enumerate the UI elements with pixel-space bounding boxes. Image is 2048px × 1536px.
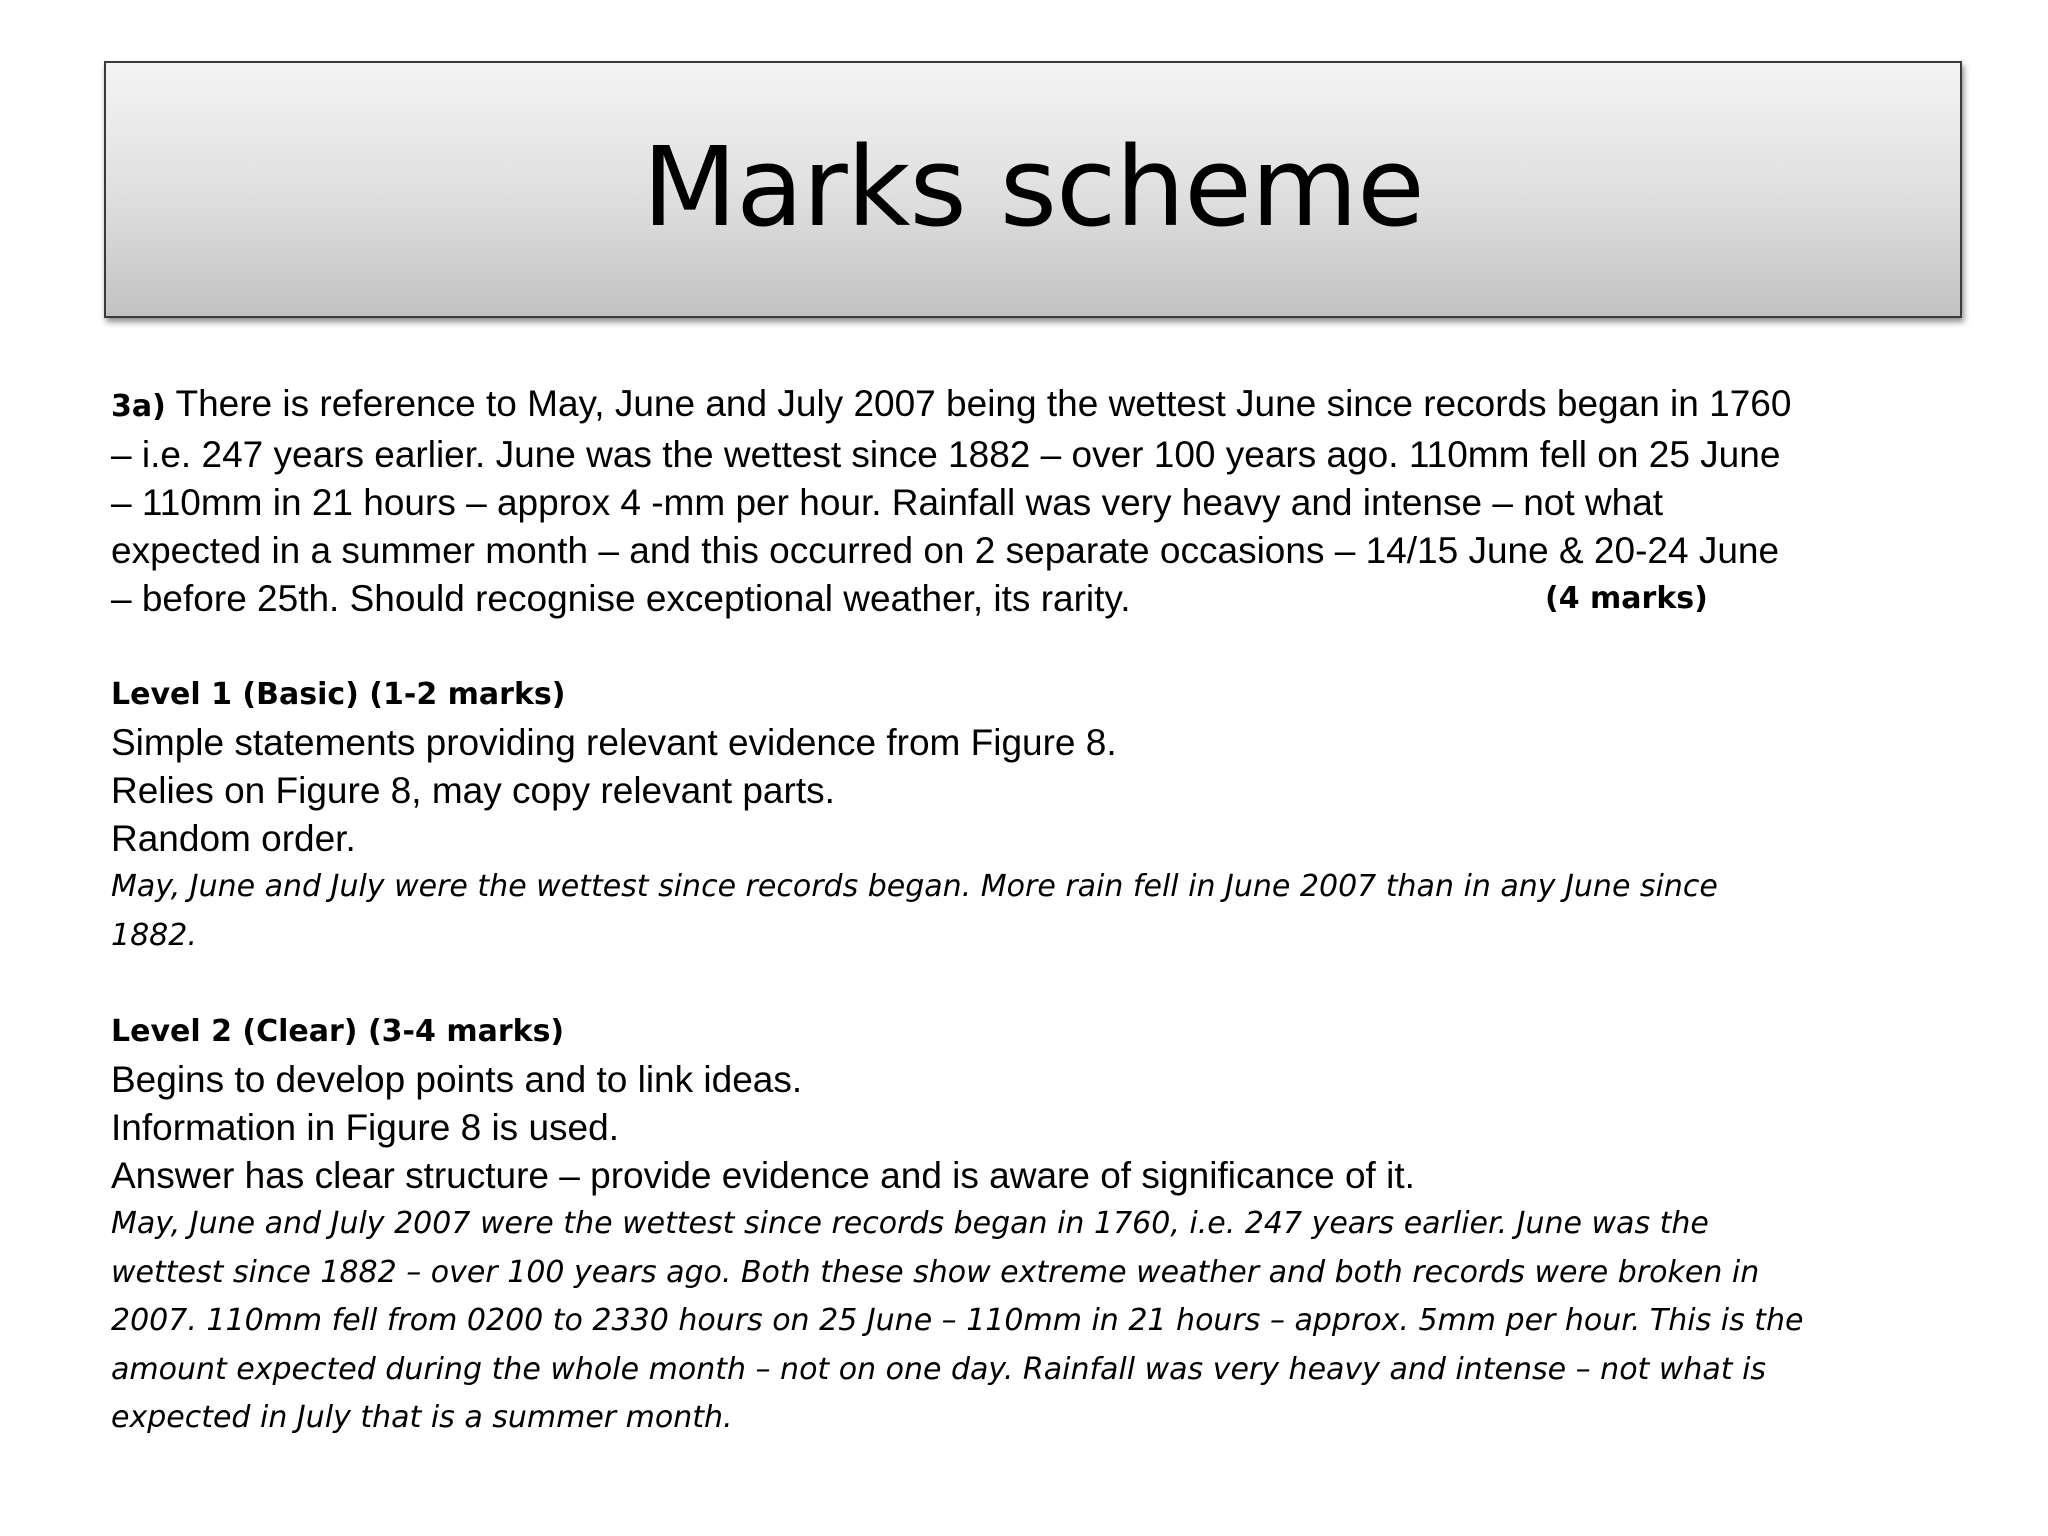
level-2-heading: Level 2 (Clear) (3-4 marks) [111,1014,565,1049]
level-2-example [111,1200,1941,1443]
level-2-criterion: Answer has clear structure – provide evidence and is aware of significance of it. [111,1155,1415,1196]
question-line-5 [111,575,1941,623]
level-1-criterion: Random order. [111,818,356,859]
level-1-section [111,671,1941,960]
level-2-example-line: amount expected during the whole month – not on one day. Rainfall was very heavy and intense – not what is [111,1351,1767,1387]
question-number: 3a) [111,389,166,424]
question-line-4: expected in a summer month – and this occurred on 2 separate occasions – 14/15 June & 20-24 June [111,530,1780,571]
question-line-1 [111,380,1941,431]
level-1-example-line: 1882. [111,917,197,953]
level-1-example-line: May, June and July were the wettest since records began. More rain fell in June 2007 than in any June since [111,869,1718,904]
spacer [111,623,1941,671]
page-title: Marks scheme [642,122,1424,251]
question-text-line: – before 25th. Should recognise exceptional weather, its rarity. [111,578,1131,619]
level-1-example [111,863,1941,960]
question-line-3: – 110mm in 21 hours – approx 4 -mm per hour. Rainfall was very heavy and intense – not what [111,482,1664,523]
level-2-example-line: May, June and July 2007 were the wettest since records began in 1760, i.e. 247 years earlier. June was the [111,1206,1709,1241]
question-line-2: – i.e. 247 years earlier. June was the wettest since 1882 – over 100 years ago. 110mm fell on 25 June [111,434,1781,475]
mark-scheme-body [111,380,1941,1443]
level-1-criterion: Relies on Figure 8, may copy relevant parts. [111,770,835,811]
level-2-criterion: Begins to develop points and to link ideas. [111,1059,803,1100]
spacer [111,960,1941,1008]
title-banner [104,61,1962,318]
level-1-heading: Level 1 (Basic) (1-2 marks) [111,677,566,712]
level-1-criterion: Simple statements providing relevant evidence from Figure 8. [111,722,1117,763]
level-2-example-line: 2007. 110mm fell from 0200 to 2330 hours on 25 June – 110mm in 21 hours – approx. 5mm per hour. This is the [111,1303,1804,1338]
question-text-line: There is reference to May, June and July 2007 being the wettest June since records began in 1760 [175,383,1792,424]
level-2-example-line: wettest since 1882 – over 100 years ago. Both these show extreme weather and both records were broken in [111,1254,1760,1290]
level-2-section [111,1008,1941,1443]
question-marks: (4 marks) [1545,581,1708,616]
level-2-example-line: expected in July that is a summer month. [111,1400,733,1435]
level-2-criterion: Information in Figure 8 is used. [111,1107,619,1148]
